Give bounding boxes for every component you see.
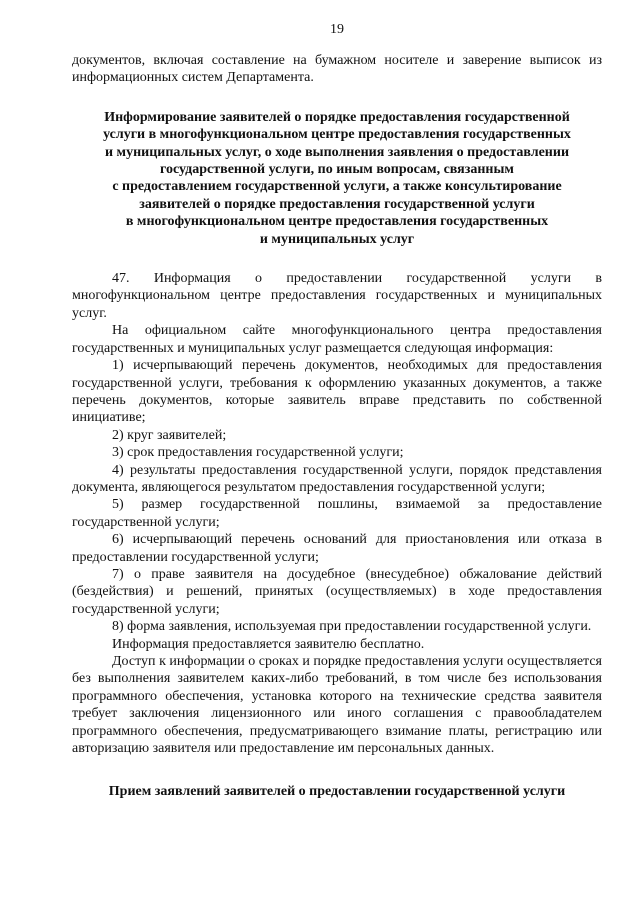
list-item-7: 7) о праве заявителя на досудебное (внесудебное) обжалование действий (бездействия) и решений, принятых (осуществляемых) в ходе предоставления государственной услуги; [72, 566, 602, 617]
list-item-3: 3) срок предоставления государственной услуги; [112, 445, 404, 461]
section-heading-line: заявителей о порядке предоставления государственной услуги [139, 196, 535, 212]
section-heading-line: и муниципальных услуг, о ходе выполнения заявления о предоставлении [104, 144, 570, 160]
paragraph-website-info: На официальном сайте многофункционального центра предоставления государственных и муниципальных услуг размещается следующая информация: [72, 323, 602, 356]
list-item-2: 2) круг заявителей; [112, 427, 227, 443]
list-item-6: 6) исчерпывающий перечень оснований для приостановления или отказа в предоставлении государственной услуги; [72, 532, 602, 565]
intro-paragraph: документов, включая составление на бумажном носителе и заверение выписок из информационных систем Департамента. [72, 53, 602, 86]
list-item-4: 4) результаты предоставления государственной услуги, порядок представления документа, являющегося результатом предоставления государственной услуги; [72, 462, 602, 495]
section-heading-line: с предоставлением государственной услуги, а также консультирование [112, 179, 562, 195]
body-text [72, 270, 602, 757]
paragraph-access: Доступ к информации о сроках и порядке предоставления услуги осуществляется без выполнения заявителем каких-либо требований, в том числе без использования программного обеспечения, установка которого на технические средства заявителя требует заключения лицензионного или иного соглашения с правообладателем программного обеспечения, предусматривающего взимание платы, регистрацию или авторизацию заявителя или предоставление им персональных данных. [72, 654, 602, 757]
paragraph-47: 47. Информация о предоставлении государственной услуги в многофункциональном центре предоставления государственных и муниципальных услуг. [72, 271, 602, 321]
section-heading-line: в многофункциональном центре предоставления государственных [125, 214, 549, 230]
next-section-heading: Прием заявлений заявителей о предоставлении государственной услуги [108, 784, 566, 800]
section-heading-line: услуги в многофункциональном центре предоставления государственных [103, 127, 571, 143]
section-heading-line: государственной услуги, по иным вопросам, связанным [160, 162, 514, 178]
list-item-5: 5) размер государственной пошлины, взимаемой за предоставление государственной услуги; [72, 497, 602, 530]
list-item-8: 8) форма заявления, используемая при предоставлении государственной услуги. [112, 619, 592, 635]
paragraph-free-of-charge: Информация предоставляется заявителю бесплатно. [112, 636, 425, 652]
section-heading [72, 109, 602, 248]
page-number: 19 [330, 22, 344, 37]
section-heading-line: Информирование заявителей о порядке предоставления государственной [104, 109, 570, 125]
list-item-1: 1) исчерпывающий перечень документов, необходимых для предоставления государственной услуги, требования к оформлению указанных документов, а также перечень документов, которые заявитель вправе представить по собственной инициативе; [72, 358, 602, 426]
section-heading-line: и муниципальных услуг [259, 231, 415, 247]
